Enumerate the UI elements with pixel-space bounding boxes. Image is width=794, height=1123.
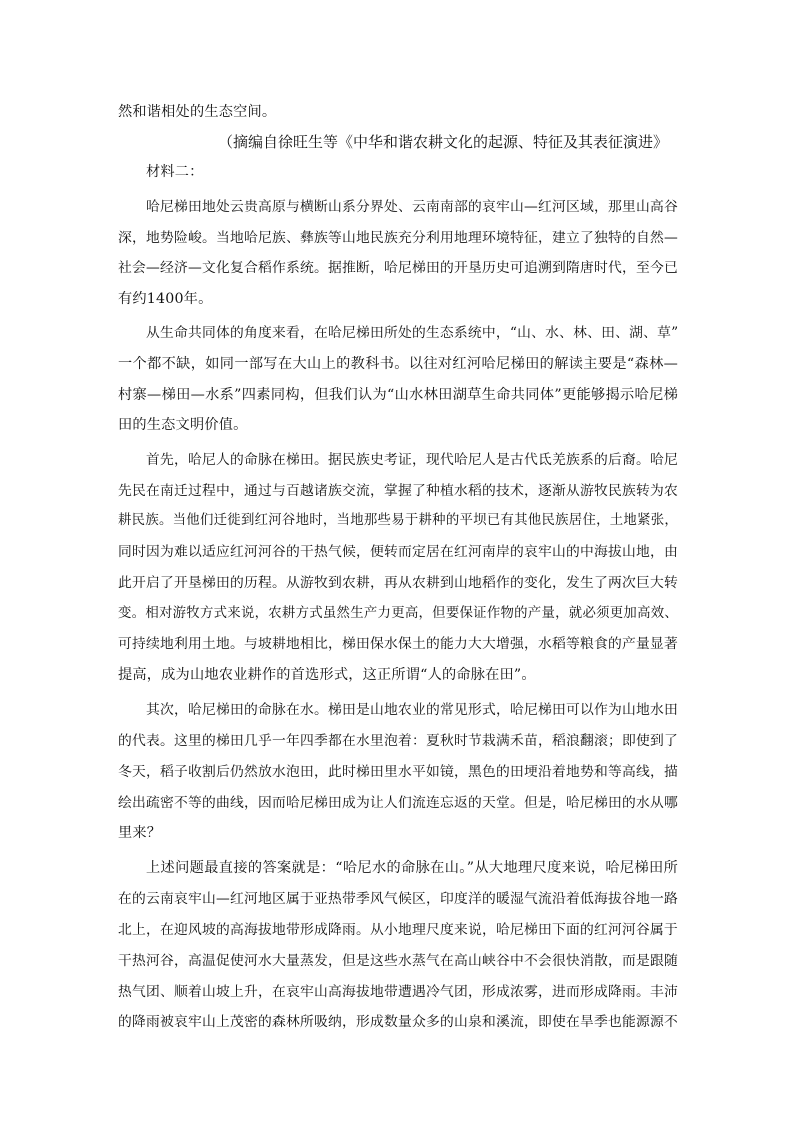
paragraph-line: 哈尼梯田地处云贵高原与横断山系分界处、云南南部的哀牢山—红河区域，那里山高谷	[146, 199, 678, 215]
paragraph-line: 的降雨被哀牢山上茂密的森林所吸纳，形成数量众多的山泉和溪流，即使在旱季也能源源不	[118, 1014, 678, 1030]
paragraph-line: 热气团、顺着山坡上升，在哀牢山高海拔地带遭遇冷气团，形成浓雾，进而形成降雨。丰沛	[118, 984, 678, 1000]
paragraph-line: 从生命共同体的角度来看，在哈尼梯田所处的生态系统中，“山、水、林、田、湖、草”	[146, 325, 679, 341]
paragraph-line: 田的生态文明价值。	[118, 417, 248, 433]
paragraph-line: 其次，哈尼梯田的命脉在水。梯田是山地农业的常见形式，哈尼梯田可以作为山地水田	[146, 702, 678, 718]
paragraph-line: 北上，在迎风坡的高海拔地带形成降雨。从小地理尺度来说，哈尼梯田下面的红河河谷属于	[118, 922, 678, 938]
paragraph-line: 绘出疏密不等的曲线，因而哈尼梯田成为让人们流连忘返的天堂。但是，哈尼梯田的水从哪	[118, 795, 678, 811]
paragraph-line: 一个都不缺，如同一部写在大山上的教科书。以往对红河哈尼梯田的解读主要是“森林—	[118, 356, 678, 372]
paragraph-line: 社会—经济—文化复合稻作系统。据推断，哈尼梯田的开垦历史可追溯到隋唐时代，至今已	[118, 260, 678, 276]
paragraph-line: 在的云南哀牢山—红河地区属于亚热带季风气候区，印度洋的暖湿气流沿着低海拔谷地一路	[118, 891, 678, 907]
paragraph-line: 干热河谷，高温促使河水大量蒸发，但是这些水蒸气在高山峡谷中不会很快消散，而是跟随	[118, 953, 678, 969]
paragraph-line: 上述问题最直接的答案就是：“哈尼水的命脉在山。”从大地理尺度来说，哈尼梯田所	[146, 860, 678, 876]
paragraph-line: 首先，哈尼人的命脉在梯田。据民族史考证，现代哈尼人是古代氐羌族系的后裔。哈尼	[146, 452, 678, 468]
paragraph-line: 变。相对游牧方式来说，农耕方式虽然生产力更高，但要保证作物的产量，就必须更加高效、	[118, 606, 678, 621]
paragraph-line: 有约1400年。	[118, 291, 213, 307]
paragraph-line: 村寨—梯田—水系”四素同构，但我们认为“山水林田湖草生命共同体”更能够揭示哈尼梯	[118, 387, 678, 403]
paragraph-line: 冬天，稻子收割后仍然放水泡田，此时梯田里水平如镜，黑色的田埂沿着地势和等高线，描	[118, 764, 678, 780]
paragraph-line: 的代表。这里的梯田几乎一年四季都在水里泡着：夏秋时节栽满禾苗，稻浪翻滚；即使到了	[118, 733, 678, 749]
paragraph-line: 深，地势险峻。当地哈尼族、彝族等山地民族充分利用地理环境特征，建立了独特的自然—	[118, 230, 678, 246]
material-title: 材料二：	[146, 164, 204, 180]
paragraph-line: 同时因为难以适应红河河谷的干热气候，便转而定居在红河南岸的哀牢山的中海拔山地，由	[118, 544, 678, 560]
intro-line: 然和谐相处的生态空间。	[118, 104, 277, 120]
paragraph-line: 耕民族。当他们迁徙到红河谷地时，当地那些易于耕种的平坝已有其他民族居住，土地紧张，	[118, 513, 678, 528]
paragraph-line: 提高，成为山地农业耕作的首选形式，这正所谓“人的命脉在田”。	[118, 667, 536, 683]
source-citation: （摘编自徐旺生等《中华和谐农耕文化的起源、特征及其表征演进》	[217, 133, 668, 151]
paragraph-line: 此开启了开垦梯田的历程。从游牧到农耕，再从农耕到山地稻作的变化，发生了两次巨大转	[118, 575, 678, 591]
paragraph-line: 先民在南迁过程中，通过与百越诸族交流，掌握了种植水稻的技术，逐渐从游牧民族转为农	[118, 483, 678, 499]
paragraph-line: 里来？	[118, 825, 162, 841]
paragraph-line: 可持续地利用土地。与坡耕地相比，梯田保水保土的能力大大增强，水稻等粮食的产量显著	[118, 636, 678, 652]
